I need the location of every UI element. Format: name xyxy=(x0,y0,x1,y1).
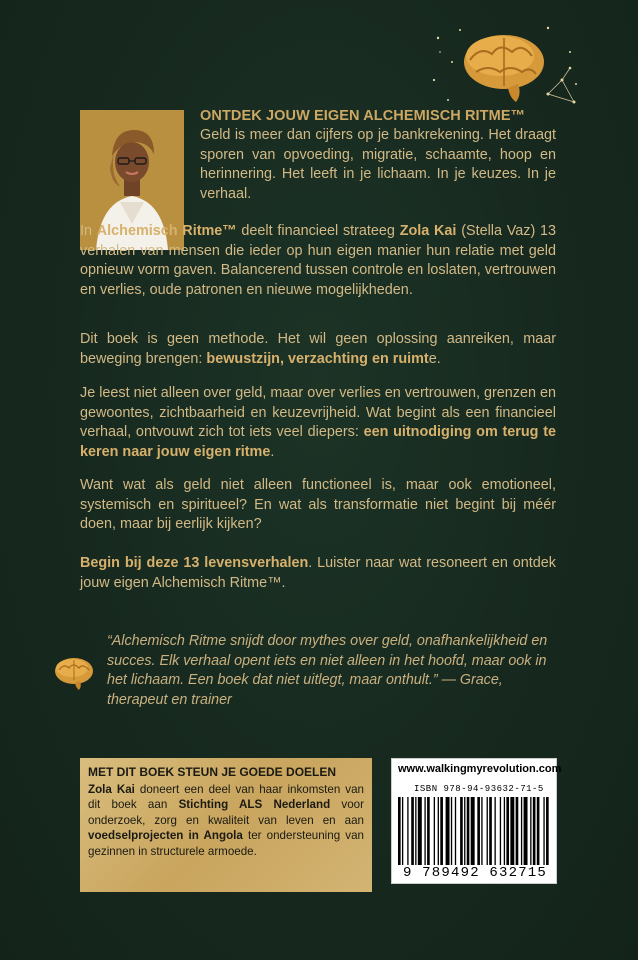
barcode-bar xyxy=(451,797,452,865)
barcode-bar xyxy=(424,797,425,865)
barcode-bar xyxy=(464,797,465,865)
brain-constellation-icon xyxy=(430,22,580,112)
barcode-bar xyxy=(481,797,482,865)
barcode-bar xyxy=(494,797,495,865)
barcode-bar xyxy=(504,797,505,865)
barcode-number: 9 789492 632715 xyxy=(402,865,548,881)
intro-paragraph: Geld is meer dan cijfers op je bankrekening. Het draagt sporen van opvoeding, migratie, schaamte, hoop en herinnering. Het leeft in je lichaam. In je keuzes. In je verhaal. xyxy=(200,127,556,202)
barcode-bar xyxy=(524,797,528,865)
charity-title: MET DIT BOEK STEUN JE GOEDE DOELEN xyxy=(88,765,337,779)
barcode-bar xyxy=(460,797,463,865)
paragraph-method: Dit boek is geen methode. Het wil geen oplossing aanreiken, maar beweging brengen: bewustzijn, verzachting en ruimte. xyxy=(80,331,556,367)
barcode-bar xyxy=(516,797,519,865)
barcode-bar xyxy=(487,797,488,865)
website-url: www.walkingmyrevolution.com xyxy=(398,763,562,775)
barcode-icon xyxy=(396,797,552,865)
barcode-bar xyxy=(533,797,536,865)
paragraph-money: Je leest niet alleen over geld, maar over verlies en vertrouwen, grenzen en gewoontes, zichtbaarheid en keuzevrijheid. Wat begint als een financieel verhaal, ontvouwt zich tot iets veel diepers: een uitnodiging om terug te keren naar jouw eigen ritme. xyxy=(80,385,556,460)
barcode-bar xyxy=(477,797,480,865)
barcode-bar xyxy=(427,797,430,865)
barcode-bar xyxy=(415,797,416,865)
barcode-bar xyxy=(440,797,443,865)
highlight-awareness: bewustzijn, verzachting en ruimt xyxy=(206,350,429,367)
barcode-bar xyxy=(398,797,401,865)
author-name-bold: Zola Kai xyxy=(399,223,457,239)
barcode-bar xyxy=(411,797,414,865)
testimonial-quote: “Alchemisch Ritme snijdt door mythes over geld, onafhankelijkheid en succes. Elk verhaal opent iets en niet alleen in het hoofd, maar ook in het lichaam. Een boek dat niet uitlegt, maar onthult.” — Grace, therapeut en trainer xyxy=(107,633,548,708)
barcode-bar xyxy=(402,797,403,865)
barcode-bar xyxy=(434,797,435,865)
barcode-bar xyxy=(521,797,522,865)
barcode-bar xyxy=(418,797,422,865)
barcode-bar xyxy=(489,797,492,865)
book-title-bold: Alchemisch Ritme™ xyxy=(96,223,237,239)
barcode-bar xyxy=(537,797,540,865)
charity-box xyxy=(80,758,372,892)
paragraph-author: In Alchemisch Ritme™ deelt financieel strateeg Zola Kai (Stella Vaz) 13 verhalen van mensen die ieder op hun eigen manier hun relatie met geld opnieuw vorm gaven. Balancerend tussen controle en loslaten, vertrouwen en verlies, oude patronen en nieuwe mogelijkheden. xyxy=(80,223,557,298)
isbn-label: ISBN 978-94-93632-71-5 xyxy=(414,784,544,794)
barcode-bar xyxy=(467,797,470,865)
barcode-bar xyxy=(471,797,475,865)
barcode-bar xyxy=(543,797,544,865)
barcode-bar xyxy=(500,797,501,865)
highlight-invitation: een uitnodiging om terug te keren naar jouw eigen ritme xyxy=(80,424,556,460)
paragraph-questions: Want wat als geld niet alleen functioneel is, maar ook emotioneel, systemisch en spiritueel? En wat als transformatie niet begint bij méér doen, maar bij eerlijk kijken? xyxy=(80,477,556,532)
barcode-box xyxy=(391,758,562,884)
barcode-bar xyxy=(455,797,456,865)
barcode-bar xyxy=(530,797,531,865)
barcode-bar xyxy=(446,797,450,865)
barcode-bar xyxy=(506,797,509,865)
back-cover-heading: ONTDEK JOUW EIGEN ALCHEMISCH RITME™ xyxy=(200,108,526,124)
barcode-bar xyxy=(510,797,514,865)
paragraph-begin: Begin bij deze 13 levensverhalen. Luister naar wat resoneert en ontdek jouw eigen Alchemisch Ritme™. xyxy=(80,555,556,591)
charity-text: Zola Kai doneert een deel van haar inkomsten van dit boek aan Stichting ALS Nederland voor onderzoek, zorg en kwaliteit van leven en aan voedselprojecten in Angola ter ondersteuning van gezinnen in structurele armoede. xyxy=(88,782,364,858)
brain-icon xyxy=(52,656,96,690)
barcode-bar xyxy=(438,797,439,865)
barcode-bar xyxy=(546,797,549,865)
highlight-stories: Begin bij deze 13 levensverhalen xyxy=(80,555,309,571)
barcode-bar xyxy=(407,797,408,865)
